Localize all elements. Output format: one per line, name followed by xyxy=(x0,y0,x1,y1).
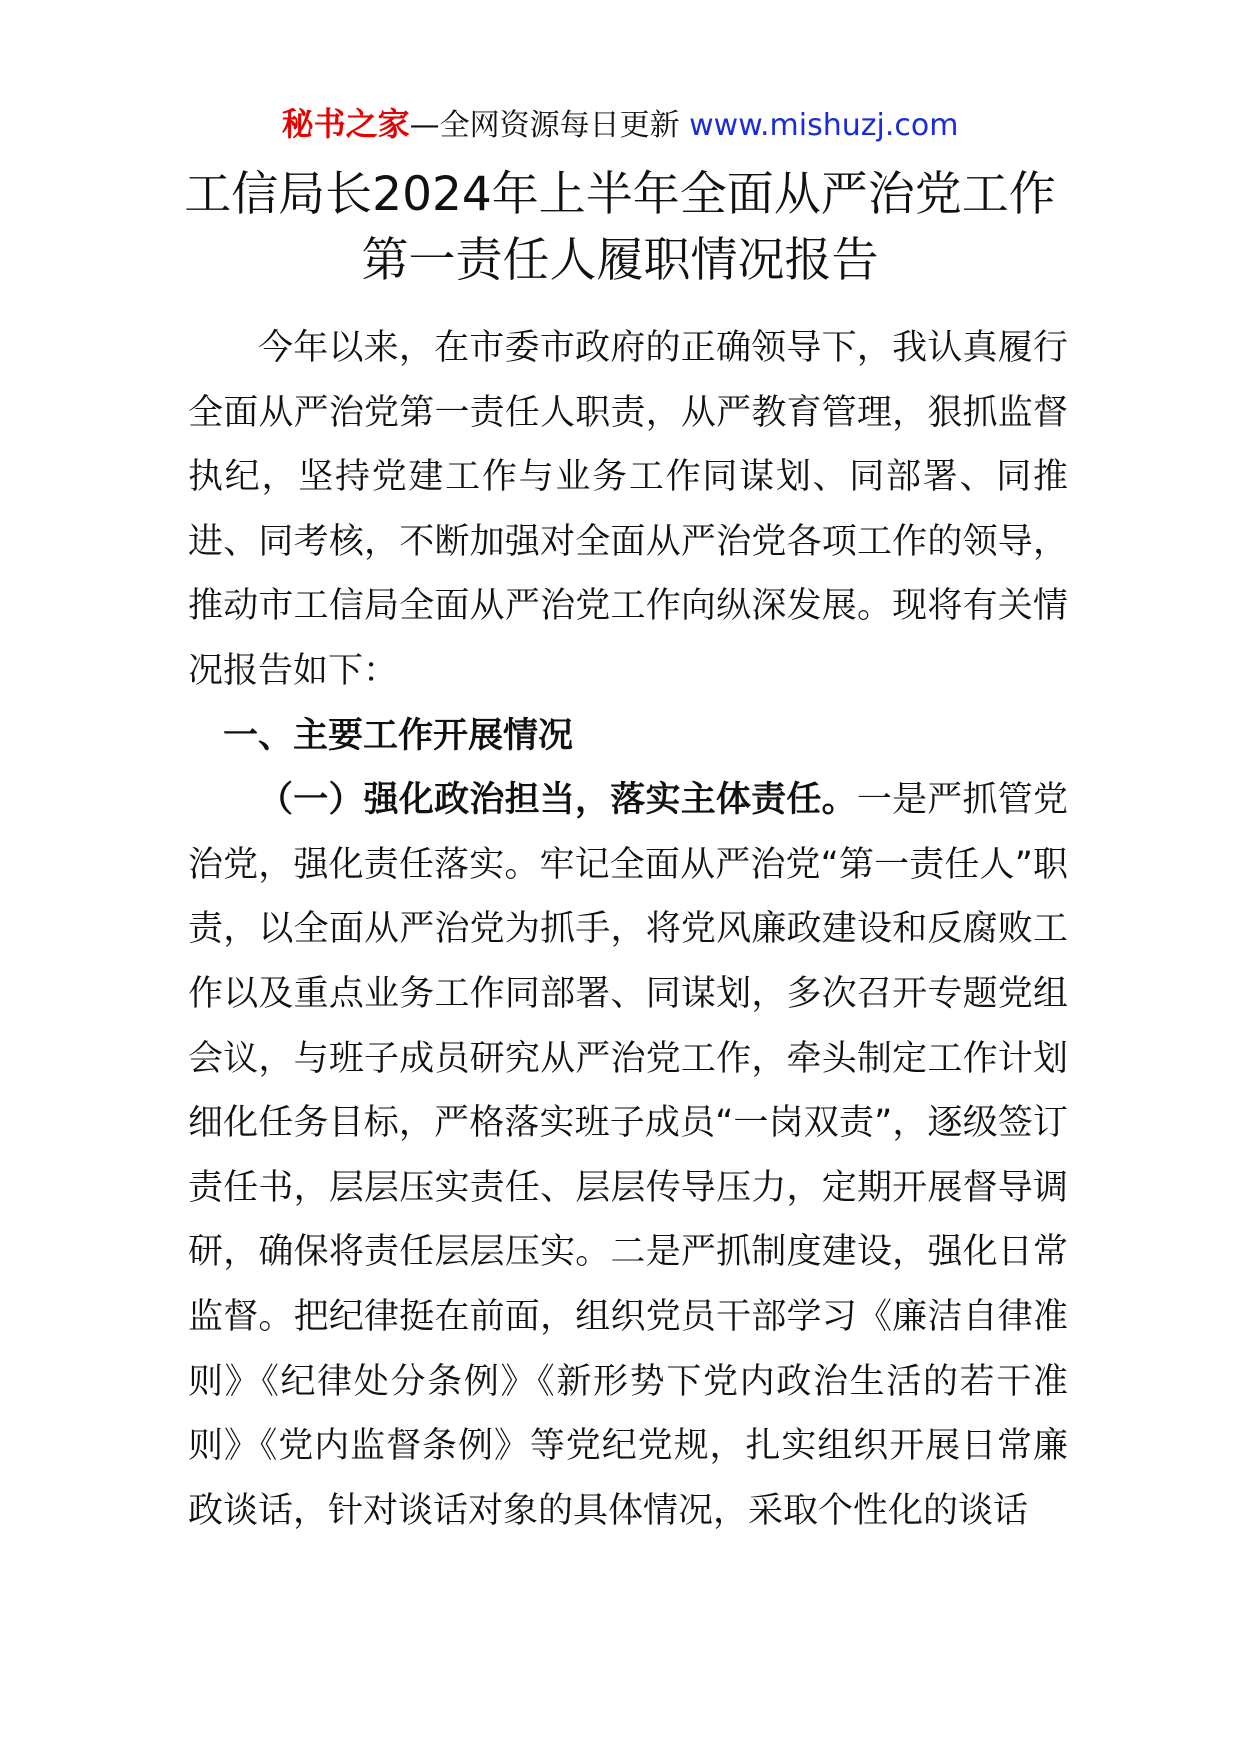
subsection-heading: （一）强化政治担当，落实主体责任。 xyxy=(258,780,857,821)
subsection-paragraph xyxy=(188,768,1068,1543)
watermark-header xyxy=(0,104,1240,146)
document-body xyxy=(188,316,1068,1543)
intro-paragraph: 今年以来，在市委市政府的正确领导下，我认真履行全面从严治党第一责任人职责，从严教育管理，狠抓监督执纪，坚持党建工作与业务工作同谋划、同部署、同推进、同考核，不断加强对全面从严治党各项工作的领导，推动市工信局全面从严治党工作向纵深发展。现将有关情况报告如下： xyxy=(188,328,1068,691)
site-slogan: —全网资源每日更新 xyxy=(409,108,690,143)
site-name: 秘书之家 xyxy=(281,105,410,143)
site-url-link[interactable]: www.mishuzj.com xyxy=(689,108,959,143)
section-heading: 一、主要工作开展情况 xyxy=(223,715,574,756)
subsection-body: 一是严抓管党治党，强化责任落实。牢记全面从严治党“第一责任人”职责，以全面从严治党为抓手，将党风廉政建设和反腐败工作以及重点业务工作同部署、同谋划，多次召开专题党组会议，与班子成员研究从严治党工作，牵头制定工作计划细化任务目标，严格落实班子成员“一岗双责”，逐级签订责任书，层层压实责任、层层传导压力，定期开展督导调研，确保将责任层层压实。二是严抓制度建设，强化日常监督。把纪律挺在前面，组织党员干部学习《廉洁自律准则》《纪律处分条例》《新形势下党内政治生活的若干准则》《党内监督条例》等党纪党规，扎实组织开展日常廉政谈话，针对谈话对象的具体情况，采取个性化的谈话 xyxy=(188,780,1068,1531)
title-line-2: 第一责任人履职情况报告 xyxy=(361,233,879,288)
document-title xyxy=(0,162,1240,294)
title-line-1: 工信局长2024年上半年全面从严治党工作 xyxy=(184,167,1056,222)
